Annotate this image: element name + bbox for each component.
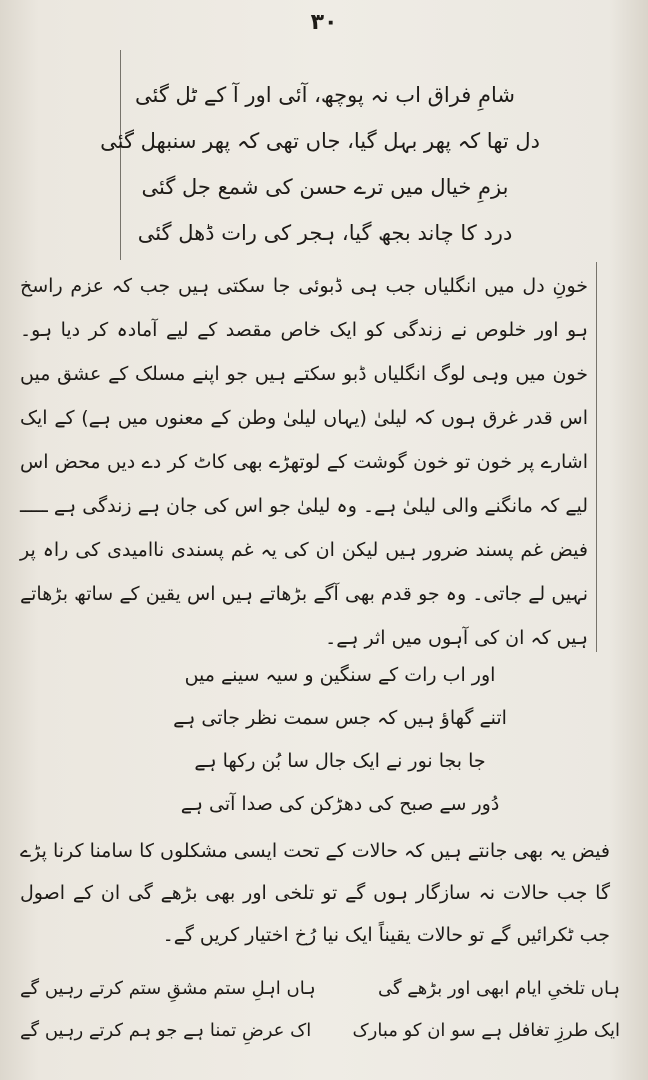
verse-line: دُور سے صبح کی دھڑکن کی صدا آتی ہے [180, 793, 500, 815]
page-number: ۳۰ [310, 10, 338, 35]
closing-couplets [20, 968, 620, 1052]
opening-verse [100, 72, 540, 256]
verse-line: درد کا چاند بجھ گیا، ہجر کی رات ڈھل گئی [137, 221, 513, 245]
couplet-hemistich: ایک طرزِ تغافل ہے سو ان کو مبارک [352, 1020, 620, 1041]
verse-line: اور اب رات کے سنگین و سیہ سینے میں [184, 664, 496, 686]
verse-line: دل تھا کہ پھر بہل گیا، جاں تھی کہ پھر سنبھل گئی [100, 129, 540, 153]
verse-line: جا بجا نور نے ایک جال سا بُن رکھا ہے [194, 750, 486, 772]
couplet-row [20, 1010, 620, 1052]
couplet-hemistich: ہاں تلخیِ ایام ابھی اور بڑھے گی [377, 978, 620, 999]
verse-line: بزمِ خیال میں ترے حسن کی شمع جل گئی [141, 175, 509, 199]
margin-line-right [596, 262, 597, 652]
middle-verse [150, 654, 530, 826]
couplet-hemistich: ہاں اہلِ ستم مشقِ ستم کرتے رہیں گے [20, 978, 316, 999]
couplet-hemistich: اک عرضِ تمنا ہے جو ہم کرتے رہیں گے [20, 1020, 312, 1041]
verse-line: شامِ فراق اب نہ پوچھ، آئی اور آ کے ٹل گئی [135, 83, 515, 107]
paragraph-two: فیض یہ بھی جانتے ہیں کہ حالات کے تحت ایسی مشکلوں کا سامنا کرنا پڑے گا جب حالات نہ سازگار ہوں گے تو تلخی اور بھی بڑھے گی ان کے اصول جب ٹکرائیں گے تو حالات یقیناً ایک نیا رُخ اختیار کریں گے۔ [20, 840, 610, 946]
couplet-row [20, 968, 620, 1010]
paragraph-one: خونِ دل میں انگلیاں جب ہی ڈبوئی جا سکتی ہیں جب کہ عزم راسخ ہو اور خلوص نے زندگی کو ایک خاص مقصد کے لیے آمادہ کر دیا ہو۔ خون میں وہی لوگ انگلیاں ڈبو سکتے ہیں جو اپنے مسلک کے عشق میں اس قدر غرق ہوں کہ لیلیٰ (یہاں لیلیٰ وطن کے معنوں میں ہے) کے ایک اشارے پر خون تو خون گوشت کے لوتھڑے بھی کاٹ کر دے دیں محض اس لیے کہ مانگنے والی لیلیٰ ہے۔ وہ لیلیٰ جو اس کی جان ہے زندگی ہے ـــــ فیض غم پسند ضرور ہیں لیکن ان کی یہ غم پسندی ناامیدی کی راہ پر نہیں لے جاتی۔ وہ جو قدم بھی آگے بڑھاتے ہیں اس یقین کے ساتھ بڑھاتے ہیں کہ ان کی آہوں میں اثر ہے۔ [20, 275, 588, 649]
verse-line: اتنے گھاؤ ہیں کہ جس سمت نظر جاتی ہے [173, 707, 507, 729]
